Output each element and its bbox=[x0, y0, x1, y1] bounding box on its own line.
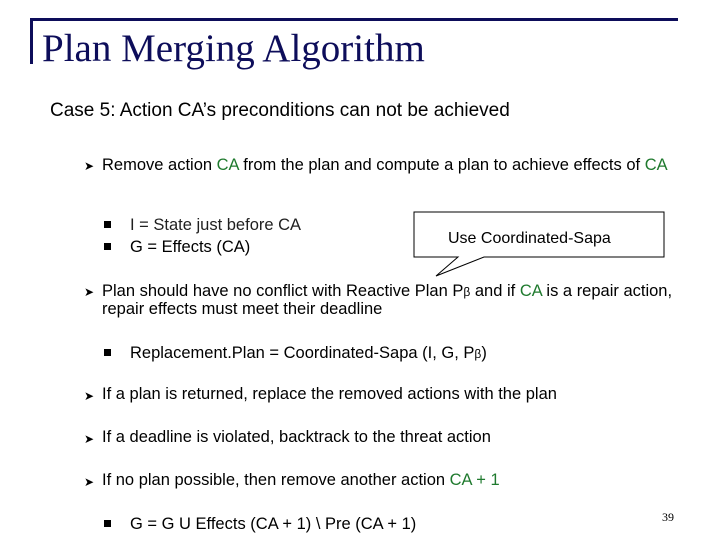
page-number: 39 bbox=[662, 510, 674, 524]
arrowhead-bullet-icon: ➤ bbox=[84, 432, 95, 446]
bullet-text: and if bbox=[470, 282, 520, 300]
arrowhead-bullet-icon: ➤ bbox=[84, 389, 95, 403]
sub-bullet-replacement-plan bbox=[130, 345, 487, 363]
arrowhead-bullet-icon: ➤ bbox=[84, 475, 95, 489]
sub-bullet-initial-state: I = State just before CA bbox=[130, 216, 302, 234]
bullet-text: ) bbox=[481, 344, 487, 362]
square-bullet-icon bbox=[104, 520, 111, 527]
bullet-no-conflict bbox=[102, 283, 687, 318]
beta-subscript: β bbox=[474, 347, 482, 361]
subtitle: Case 5: Action CA’s preconditions can not be achieved bbox=[50, 100, 510, 121]
beta-subscript: β bbox=[463, 285, 471, 299]
sub-bullet-goal: G = Effects (CA) bbox=[130, 238, 251, 256]
arrowhead-bullet-icon: ➤ bbox=[84, 285, 95, 299]
highlight-ca-plus-one: CA + 1 bbox=[449, 471, 500, 489]
callout-text: Use Coordinated-Sapa bbox=[448, 230, 611, 247]
highlight-ca: CA bbox=[644, 156, 668, 174]
bullet-text: If no plan possible, then remove another action bbox=[102, 471, 450, 489]
bullet-text: Replacement.Plan = Coordinated-Sapa (I, G, P bbox=[130, 344, 475, 362]
highlight-ca: CA bbox=[216, 156, 239, 174]
bullet-text: Remove action bbox=[102, 156, 217, 174]
arrowhead-bullet-icon: ➤ bbox=[84, 159, 95, 173]
bullet-text: from the plan and compute a plan to achieve effects of bbox=[238, 156, 645, 174]
highlight-ca: CA bbox=[519, 282, 542, 300]
bullet-no-plan bbox=[102, 472, 500, 489]
bullet-plan-returned: If a plan is returned, replace the removed actions with the plan bbox=[102, 385, 557, 403]
slide-title: Plan Merging Algorithm bbox=[42, 27, 425, 70]
bullet-text: is a repair action, repair effects must meet their deadline bbox=[102, 282, 673, 318]
bullet-text: Plan should have no conflict with Reactive Plan P bbox=[102, 282, 464, 300]
square-bullet-icon bbox=[104, 349, 111, 356]
bullet-deadline-violated: If a deadline is violated, backtrack to the threat action bbox=[102, 428, 491, 446]
sub-bullet-goal-update: G = G U Effects (CA + 1) \ Pre (CA + 1) bbox=[130, 515, 417, 533]
